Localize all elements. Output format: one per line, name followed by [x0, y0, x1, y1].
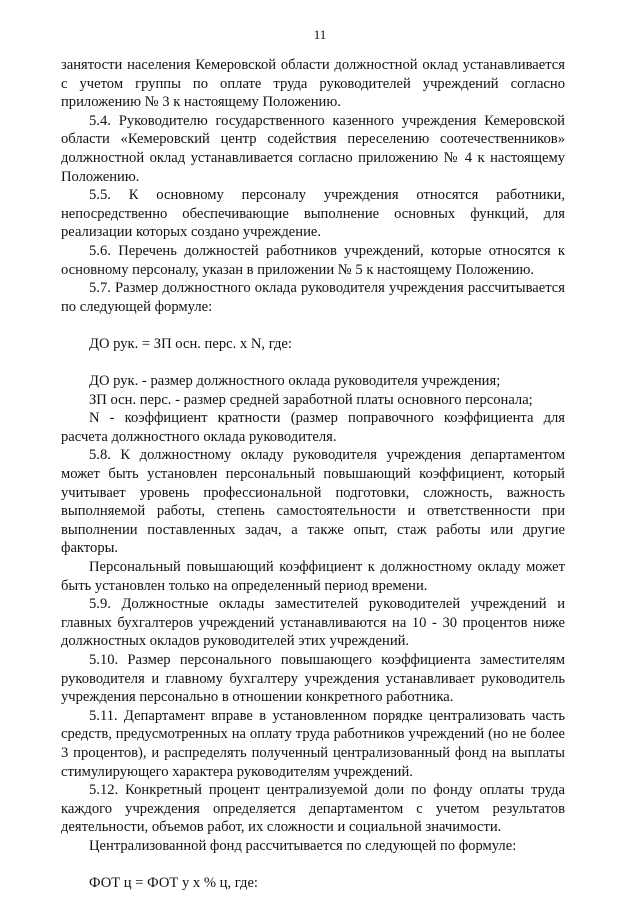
- paragraph-5-11: 5.11. Департамент вправе в установленном порядке централизовать часть средств, предусмотренных на оплату труда работников учреждений (но не более 3 процентов), и распределять полученный централизованный фонд на выплаты стимулирующего характера руководителям учреждений.: [61, 707, 565, 780]
- document-body: [61, 56, 565, 893]
- paragraph-5-8: 5.8. К должностному окладу руководителя учреждения департаментом может быть установлен персональный повышающий коэффициент, который учитывает уровень профессиональной подготовки, сложность, важность выполняемой работы, степень самостоятельности и ответственности при выполнении поставленных задач, а также опыт, стаж работы или другие факторы.: [61, 447, 565, 557]
- paragraph-5-8-personal: Персональный повышающий коэффициент к должностному окладу может быть установлен только на определенный период времени.: [61, 559, 565, 594]
- paragraph-5-12: 5.12. Конкретный процент централизуемой доли по фонду оплаты труда каждого учреждения определяется департаментом с учетом результатов деятельности, объемов работ, их сложности и социальной значимости.: [61, 782, 565, 836]
- definition-do-ruk: ДО рук. - размер должностного оклада руководителя учреждения;: [89, 373, 501, 390]
- spacer: [61, 354, 565, 373]
- paragraph-5-4: 5.4. Руководителю государственного казенного учреждения Кемеровской области «Кемеровский центр содействия переселению соотечественников» должностной оклад устанавливается согласно приложению № 4 к настоящему Положению.: [61, 112, 565, 185]
- paragraph-5-10: 5.10. Размер персонального повышающего коэффициента заместителям руководителя и главному бухгалтеру учреждения устанавливает руководитель учреждения персонально в отношении конкретного работника.: [61, 652, 565, 706]
- paragraph-5-9: 5.9. Должностные оклады заместителей руководителей учреждений и главных бухгалтеров учреждений устанавливаются на 10 - 30 процентов ниже должностных окладов руководителей этих учреждений.: [61, 596, 565, 650]
- page-number: 11: [313, 27, 327, 42]
- spacer: [61, 856, 565, 875]
- paragraph-continuation: занятости населения Кемеровской области должностной оклад устанавливается с учетом группы по оплате труда руководителей учреждений согласно приложению № 3 к настоящему Положению.: [61, 57, 565, 111]
- paragraph-5-6: 5.6. Перечень должностей работников учреждений, которые относятся к основному персоналу, указан в приложении № 5 к настоящему Положению.: [61, 242, 565, 278]
- definition-zp-osn: ЗП осн. перс. - размер средней заработной платы основного персонала;: [89, 391, 533, 408]
- paragraph-central-fund: Централизованной фонд рассчитывается по следующей по формуле:: [89, 837, 517, 854]
- paragraph-5-5: 5.5. К основному персоналу учреждения относятся работники, непосредственно обеспечивающие выполнение основных функций, для реализации которых создано учреждение.: [61, 187, 565, 241]
- spacer: [61, 316, 565, 335]
- definition-n: N - коэффициент кратности (размер поправочного коэффициента для расчета должностного оклада руководителя.: [61, 410, 565, 445]
- formula-fot: ФОТ ц = ФОТ у х % ц, где:: [89, 875, 258, 892]
- formula-salary: ДО рук. = ЗП осн. перс. х N, где:: [89, 335, 292, 352]
- paragraph-5-7: 5.7. Размер должностного оклада руководителя учреждения рассчитывается по следующей формуле:: [61, 280, 565, 315]
